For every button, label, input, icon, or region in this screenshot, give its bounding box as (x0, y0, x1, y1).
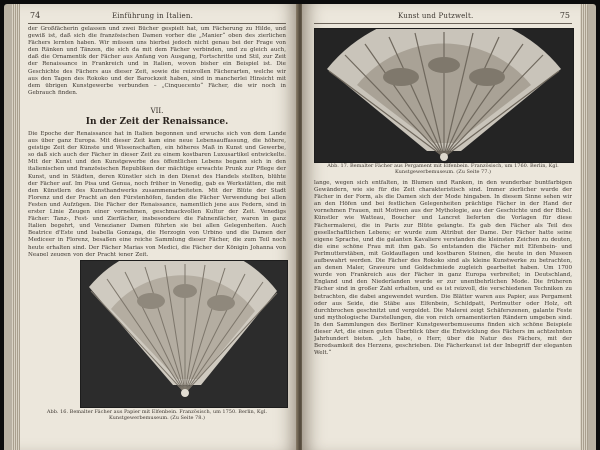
right-figure-caption: Abb. 17. Bemalter Fächer aus Pergament mit Elfenbein. Französisch, um 1760. Berlin, Kgl. Kunstgewerbemuseum. (Zu Seite 77.) (327, 163, 559, 176)
left-figure-caption: Abb. 16. Bemalter Fächer aus Papier mit Elfenbein. Französisch, um 1750. Berlin, Kgl. Kunstgewerbemuseum. (Zu Seite 78.) (46, 409, 268, 422)
right-page-number: 75 (559, 11, 570, 20)
left-intro-paragraph: der Großfächerin gelassen und zwei Bücher gespielt hat, um Fächerung zu Hilde, und gewiß ist, daß sich die französischen Damen vorher die „Manier“ oben des zierlichen Fächers lernten haben. Wir müssen uns hierbei jedoch nicht genau bei der Frage von den Ränken und Tänzen, die sich da mit dem Fächer verbinden, und zu gleich auch, daß die Ornamentik der Fächer aus Anfang von Ausgang, Fortschritte und Stil, zur Zeit der Renaissance in Frankreich und in Italien, wovon bisher ein Beispiel ist. Die Geschichte des Fächers aus dieser Zeit, sowie die reizvollen Fächerarten, welche wir aus den Tagen des Rokoko und der Barockzeit haben, sind in mancherlei Hinsicht mit dem übrigen Kunstgewerbe verbunden – „Cinquecento“ Fächer, die wir noch in Gebrauch finden. (28, 26, 286, 96)
right-running-head: Kunst und Putzwelt. (398, 12, 474, 20)
right-header-rule (314, 23, 572, 24)
left-header-rule (28, 23, 286, 24)
left-body-paragraph: Die Epoche der Renaissance hat in Italien begonnen und erwuchs sich von dem Lande aus über ganz Europa. Mit dieser Zeit kam eine neue Lebensauffassung, die höhere, geistige Zeit der Künste und Wissenschaften, ein höheres Maß in Kunst und Gewerbe, so daß sich auch der Fächer in dieser Zeit zu einem kostbaren Luxusartikel entwickelte. Mit der Kunst und den Kunstgewerbe des öffentlichen Lebens begann sich in den italienischen und französischen Republiken der mächtige erwachte Prunk zur Pflege der Kunst, und in Städten, deren Künstler sich in den Dienst des Handels stellten, blühte der Fächer auf. Im Pisa und Genua, noch früher in Venedig, gab es Werkstätten, die mit den Künstlern des Kunsthandwerks zusammenarbeiteten. Mit der Blüte der Stadt Florenz und der Pracht an den Fürstenhöfen, fanden die Fächer Verwendung bei allen Festen und Aufzügen. Die Fächer der Renaissance, namentlich jene aus Federn, sind in erster Linie Zeugen einer vornehmen, geschmackvollen Kultur der Zeit. Venedigs Fächer: Tanz-, Fest- und Zierfächer, insbesondere die Fahnenfächer, waren in ganz Italien begehrt, und Venezianer Damen führten sie bei allen Gelegenheiten. Auch Beatrice d'Este und Isabella Gonzaga, die Herzogin von Urbino und die Damen der Mediceer in Florenz, besaßen eine reiche Sammlung dieser Fächer, die zum Teil noch heute erhalten sind. Der Fächer Marias von Medici, die Fächer der Königin Johanna von Neapel zeugen von der Pracht jener Zeit. (28, 131, 286, 256)
left-fan-photo (80, 260, 288, 408)
chapter-title: In der Zeit der Renaissance. (85, 117, 229, 127)
left-page-number: 74 (30, 11, 41, 20)
fan-illustration-left (81, 261, 287, 407)
right-body-paragraph: lange, wegen sich entfalten, in Blumen und Ranken, in den wunderbar buntfarbigen Gewändern, wie sie für die Zeit charakteristisch sind. Immer zierlicher wurde der Fächer in der Form, als die Damen sich der Mode hingaben. In diesem Sinne sehen wir an den Höfen und bei festlichen Gelegenheiten prächtige Fächer in der Hand der vornehmen Frauen, mit Motiven aus der Mythologie, aus der Geschichte und der Bibel. Künstler wie Watteau, Boucher und Lancret lieferten die Vorlagen für diese Fächermalerei, die in Paris zur Blüte gelangte. Es gab den Fächer als Teil des gesellschaftlichen Lebens; er wurde zum Attribut der Dame. Der Fächer hatte seine eigene Sprache, und die galanten Kavaliere verstanden die kleinsten Zeichen zu deuten, die eine schöne Frau mit ihm gab. So entstanden die Fächer mit Elfenbein- und Perlmutterstäben, mit Goldauflagen und kostbaren Steinen, die heute in den Museen aufbewahrt werden. Die Fächer des Rokoko sind als kleine Kunstwerke zu betrachten, an denen Maler, Graveure und Goldschmiede zugleich gearbeitet haben. Um 1700 wurde von Frankreich aus der Fächer in ganz Europa verbreitet; in Deutschland, England und den Niederlanden wurde er zur unentbehrlichen Mode. Die früheren Fächer sind in großer Zahl erhalten, und es ist reizvoll, die verschiedenen Techniken zu betrachten, die dabei angewendet wurden. Die Blätter waren aus Papier, aus Pergament oder aus Seide, die Stäbe aus Elfenbein, Schildpatt, Perlmutter oder Holz, oft durchbrochen geschnitzt und vergoldet. Die Malerei zeigt Schäferszenen, galante Feste und mythologische Darstellungen, die von reich ornamentierten Rändern umgeben sind. In den Sammlungen des Berliner Kunstgewerbemuseums finden sich schöne Beispiele dieser Art, die einen guten Überblick über die Entwicklung des Fächers im achtzehnten Jahrhundert bieten. „Ich habe, o Herr, über die Natur des Fächers, mit der Beredsamkeit des Herzens, geschrieben. Die Fächerkunst ist der Inbegriff der eleganten Welt.“ (314, 180, 572, 357)
left-running-head: Einführung in Italien. (112, 12, 194, 20)
chapter-numeral: VII. (150, 107, 164, 115)
fan-illustration-right (315, 29, 573, 162)
page-edges-right (580, 4, 588, 450)
page-edges-left (12, 4, 20, 450)
right-fan-photo (314, 28, 574, 163)
right-page (302, 4, 588, 450)
open-book (4, 4, 596, 450)
left-page (12, 4, 298, 450)
